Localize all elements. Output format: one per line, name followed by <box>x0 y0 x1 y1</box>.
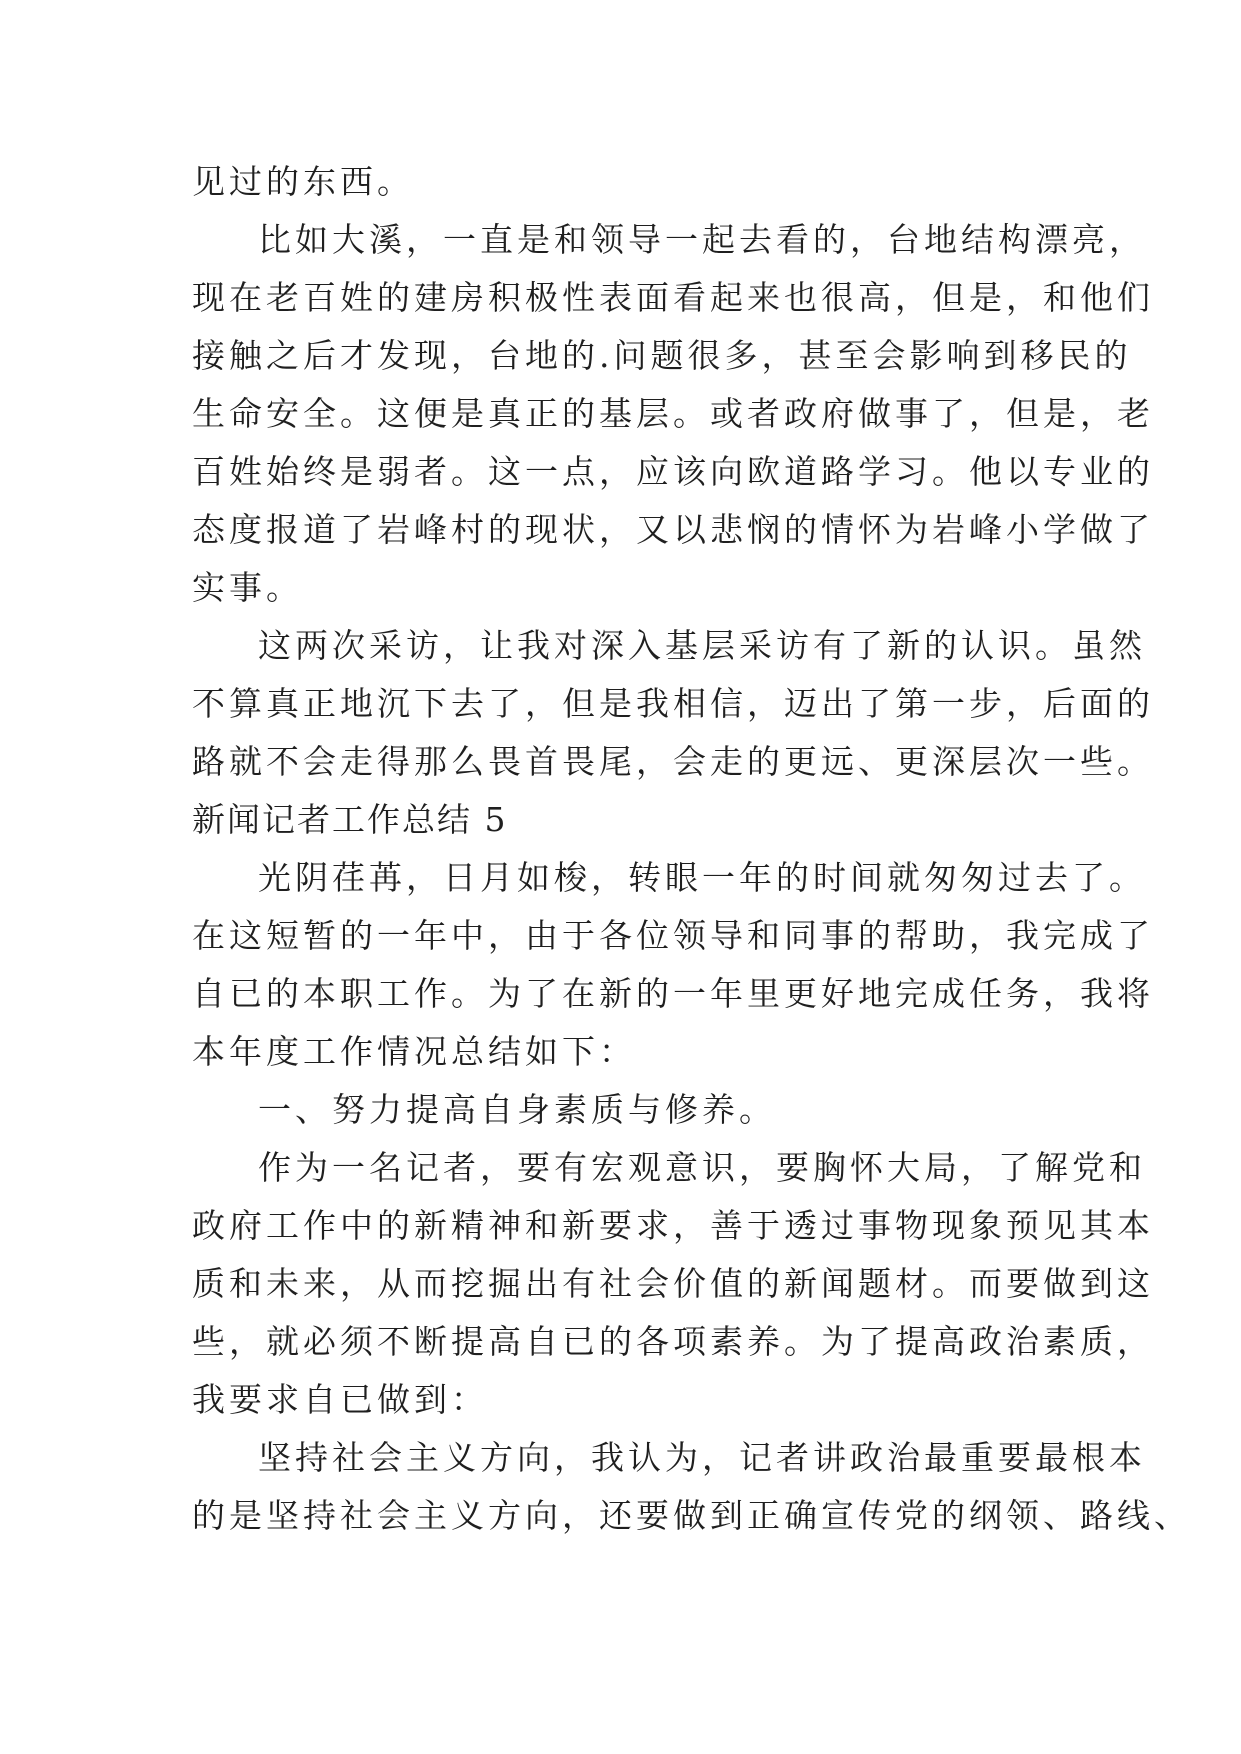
text-line: 路就不会走得那么畏首畏尾，会走的更远、更深层次一些。 <box>192 742 1154 781</box>
text-line: 自已的本职工作。为了在新的一年里更好地完成任务，我将 <box>192 974 1154 1013</box>
text-line: 见过的东西。 <box>192 162 414 201</box>
text-line: 生命安全。这便是真正的基层。或者政府做事了，但是，老 <box>192 394 1154 433</box>
section-heading: 新闻记者工作总结 5 <box>192 800 508 839</box>
text-line: 实事。 <box>192 568 303 607</box>
document-body <box>192 153 1191 1545</box>
text-line: 在这短暂的一年中，由于各位领导和同事的帮助，我完成了 <box>192 916 1154 955</box>
text-line: 不算真正地沉下去了，但是我相信，迈出了第一步，后面的 <box>192 684 1154 723</box>
text-line: 些，就必须不断提高自已的各项素养。为了提高政治素质， <box>192 1322 1154 1361</box>
paragraph-start-line: 光阴荏苒，日月如梭，转眼一年的时间就匆匆过去了。 <box>258 858 1146 897</box>
text-line: 态度报道了岩峰村的现状，又以悲悯的情怀为岩峰小学做了 <box>192 510 1154 549</box>
paragraph-start-line: 这两次采访，让我对深入基层采访有了新的认识。虽然 <box>258 626 1146 665</box>
text-line: 接触之后才发现，台地的.问题很多，甚至会影响到移民的 <box>192 336 1132 375</box>
subsection-heading: 一、努力提高自身素质与修养。 <box>258 1090 776 1129</box>
text-line: 质和未来，从而挖掘出有社会价值的新闻题材。而要做到这 <box>192 1264 1154 1303</box>
text-line: 的是坚持社会主义方向，还要做到正确宣传党的纲领、路线、 <box>192 1496 1191 1535</box>
text-line: 我要求自已做到： <box>192 1380 488 1419</box>
text-line: 百姓始终是弱者。这一点，应该向欧道路学习。他以专业的 <box>192 452 1154 491</box>
paragraph-start-line: 坚持社会主义方向，我认为，记者讲政治最重要最根本 <box>258 1438 1146 1477</box>
text-line: 现在老百姓的建房积极性表面看起来也很高，但是，和他们 <box>192 278 1154 317</box>
paragraph-start-line: 比如大溪，一直是和领导一起去看的，台地结构漂亮， <box>258 220 1146 259</box>
paragraph-start-line: 作为一名记者，要有宏观意识，要胸怀大局，了解党和 <box>258 1148 1146 1187</box>
text-line: 本年度工作情况总结如下： <box>192 1032 636 1071</box>
text-line: 政府工作中的新精神和新要求，善于透过事物现象预见其本 <box>192 1206 1154 1245</box>
